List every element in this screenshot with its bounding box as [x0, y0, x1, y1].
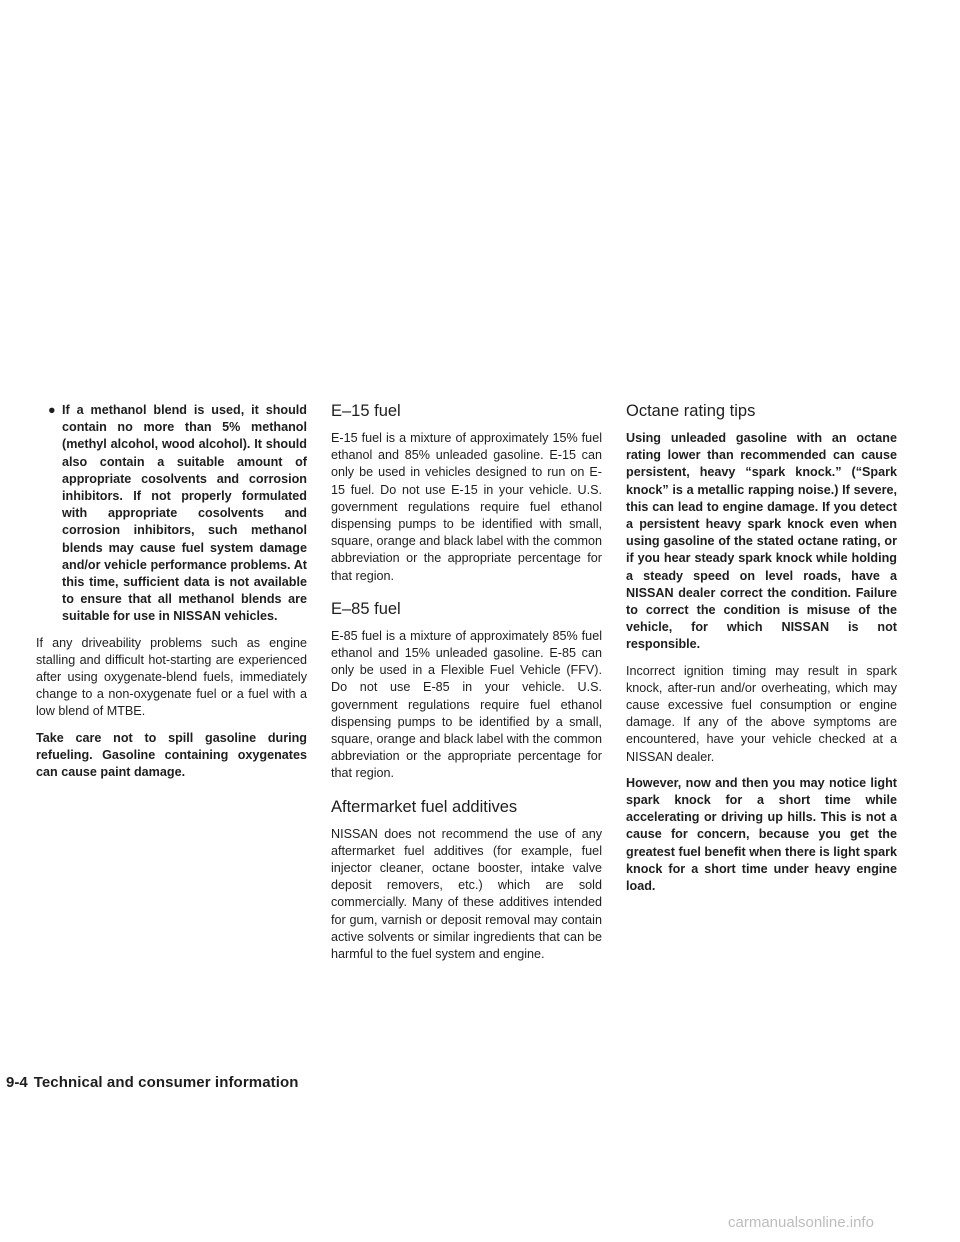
page-number: 9-4	[6, 1074, 28, 1091]
octane-warning-paragraph: Using unleaded gasoline with an octane rating lower than recommended can cause persistent, heavy “spark knock.” (“Spark knock” is a metallic rapping noise.) If severe, this can lead to engine damage. If you detect a persistent heavy spark knock even when using gasoline of the stated octane rating, or if you hear steady spark knock while holding a steady speed on level roads, have a NISSAN dealer correct the condition. Failure to correct the condition is misuse of the vehicle, for which NISSAN is not responsible.	[626, 431, 897, 652]
e15-heading: E–15 fuel	[331, 402, 401, 420]
e15-paragraph: E-15 fuel is a mixture of approximately 15% fuel ethanol and 85% unleaded gasoline. E-15 can only be used in vehicles designed to run on E-15 fuel. Do not use E-15 in your vehicle. U.S. government regulations require fuel ethanol dispensing pumps to be identified with small, square, orange and black label with the common abbreviation or the appropriate percentage for that region.	[331, 431, 602, 583]
methanol-warning-text: If a methanol blend is used, it should contain no more than 5% methanol (methyl alcohol, wood alcohol). It should also contain a suitable amount of appropriate cosolvents and corrosion inhibitors. If not properly formulated with appropriate cosolvents and corrosion inhibitors, such methanol blends may cause fuel system damage and/or vehicle performance problems. At this time, sufficient data is not available to ensure that all methanol blends are suitable for use in NISSAN vehicles.	[62, 403, 307, 624]
ignition-timing-paragraph: Incorrect ignition timing may result in spark knock, after-run and/or overheating, which may cause excessive fuel consumption or engine damage. If any of the above symptoms are encountered, have your vehicle checked at a NISSAN dealer.	[626, 663, 897, 764]
watermark-text: carmanualsonline.info	[728, 1214, 874, 1231]
page-footer	[6, 1074, 299, 1091]
column-left	[36, 402, 307, 790]
bullet-dot-icon: ●	[48, 403, 56, 417]
additives-paragraph: NISSAN does not recommend the use of any aftermarket fuel additives (for example, fuel injector cleaner, octane booster, intake valve deposit removers, etc.) which are sold commercially. Many of these additives intended for gum, varnish or deposit removal may contain active solvents or similar ingredients that can be harmful to the fuel system and engine.	[331, 826, 602, 962]
additives-heading: Aftermarket fuel additives	[331, 797, 518, 816]
spill-warning-paragraph: Take care not to spill gasoline during refueling. Gasoline containing oxygenates can cause paint damage.	[36, 730, 307, 780]
light-knock-paragraph: However, now and then you may notice light spark knock for a short time while accelerating or driving up hills. This is not a cause for concern, because you get the greatest fuel benefit when there is light spark knock for a short time under heavy engine load.	[626, 775, 897, 894]
driveability-paragraph: If any driveability problems such as engine stalling and difficult hot-starting are experienced after using oxygenate-blend fuels, immediately change to a non-oxygenate fuel or a fuel with a low blend of MTBE.	[36, 635, 307, 719]
e85-paragraph: E-85 fuel is a mixture of approximately 85% fuel ethanol and 15% unleaded gasoline. E-85 can only be used in a Flexible Fuel Vehicle (FFV). Do not use E-85 in your vehicle. U.S. government regulations require fuel ethanol dispensing pumps to be identified by a small, square, orange and black label with the common abbreviation or the appropriate percentage for that region.	[331, 628, 602, 781]
column-right	[626, 402, 897, 904]
e85-heading: E–85 fuel	[331, 599, 401, 618]
methanol-bullet-item	[36, 402, 307, 626]
octane-heading: Octane rating tips	[626, 402, 756, 420]
column-middle	[331, 402, 602, 972]
section-title: Technical and consumer information	[33, 1074, 299, 1091]
